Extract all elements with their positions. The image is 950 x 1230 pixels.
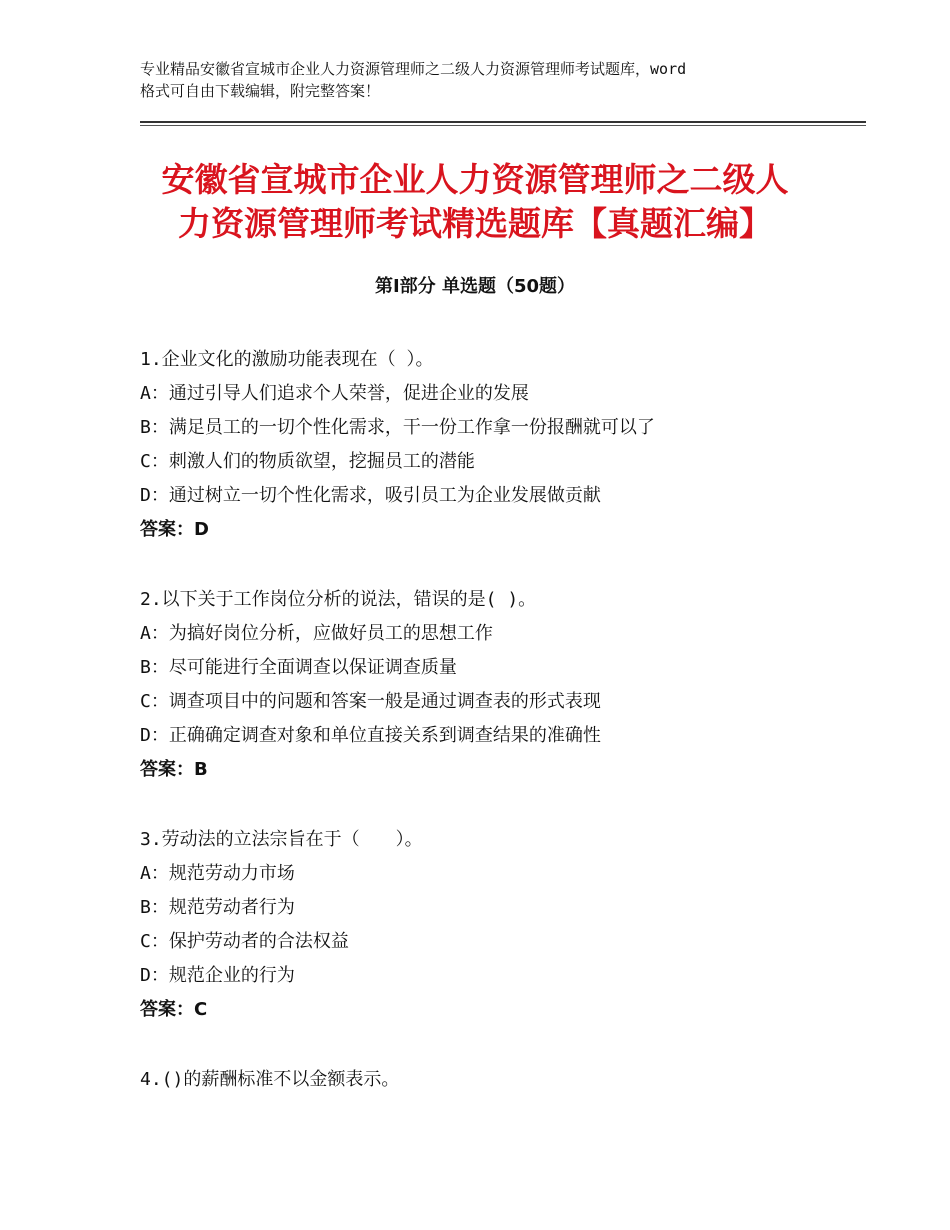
header-note-line-1: 专业精品安徽省宣城市企业人力资源管理师之二级人力资源管理师考试题库，word [140,60,687,78]
option-a: A：规范劳动力市场 [140,863,295,884]
header-divider-thin [140,125,866,126]
document-title-line-1: 安徽省宣城市企业人力资源管理师之二级人 [161,160,789,199]
document-title [110,158,840,246]
answer: 答案：C [140,999,208,1020]
option-c: C：调查项目中的问题和答案一般是通过调查表的形式表现 [140,691,601,712]
section-heading: 第Ⅰ部分 单选题（50题） [374,276,575,297]
question-3 [140,823,860,1027]
header-note [140,58,830,102]
question-list [140,343,860,1133]
header-divider-thick [140,121,866,123]
option-b: B：规范劳动者行为 [140,897,295,918]
question-4 [140,1063,860,1097]
question-1 [140,343,860,547]
option-c: C：保护劳动者的合法权益 [140,931,349,952]
question-2 [140,583,860,787]
option-a: A：通过引导人们追求个人荣誉，促进企业的发展 [140,383,529,404]
option-a: A：为搞好岗位分析，应做好员工的思想工作 [140,623,493,644]
option-b: B：尽可能进行全面调查以保证调查质量 [140,657,457,678]
document-title-line-2: 力资源管理师考试精选题库【真题汇编】 [178,204,772,243]
question-stem: 1.企业文化的激励功能表现在（ ）。 [140,349,434,370]
question-stem: 2.以下关于工作岗位分析的说法，错误的是( )。 [140,589,537,610]
question-stem: 3.劳动法的立法宗旨在于（ ）。 [140,829,423,850]
answer: 答案：B [140,759,208,780]
header-note-line-2: 格式可自由下载编辑，附完整答案！ [140,82,381,100]
answer: 答案：D [140,519,209,540]
option-d: D：通过树立一切个性化需求，吸引员工为企业发展做贡献 [140,485,601,506]
question-stem: 4.()的薪酬标准不以金额表示。 [140,1069,400,1090]
option-d: D：正确确定调查对象和单位直接关系到调查结果的准确性 [140,725,601,746]
option-c: C：刺激人们的物质欲望，挖掘员工的潜能 [140,451,475,472]
option-d: D：规范企业的行为 [140,965,295,986]
option-b: B：满足员工的一切个性化需求，干一份工作拿一份报酬就可以了 [140,417,655,438]
